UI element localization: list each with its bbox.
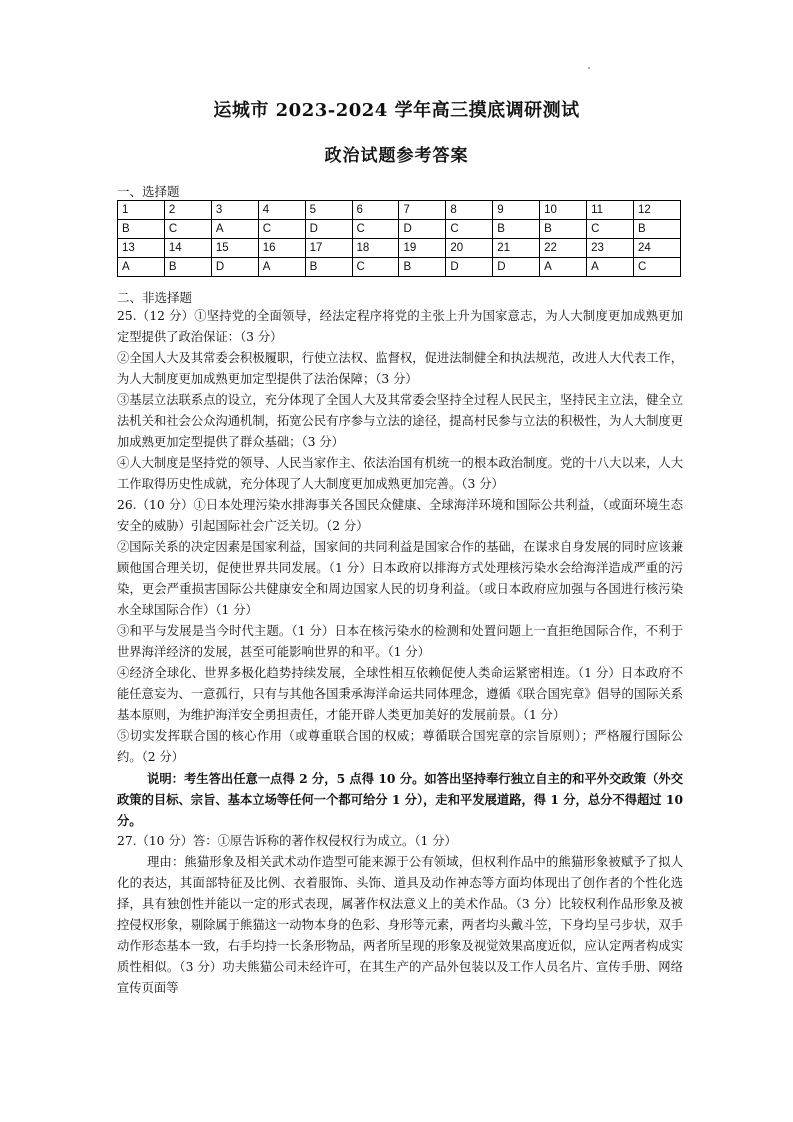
question-number-cell: 8 [446, 201, 493, 220]
question-number-cell: 7 [399, 201, 446, 220]
answer-key-row [118, 258, 681, 277]
answer-key-cell: A [258, 258, 305, 277]
question-number-row [118, 239, 681, 258]
question-number-cell: 23 [587, 239, 634, 258]
question-number-cell: 2 [164, 201, 211, 220]
question-number-cell: 18 [352, 239, 399, 258]
answer-key-cell: C [352, 220, 399, 239]
answer-key-cell: D [211, 258, 258, 277]
question-number-cell: 3 [211, 201, 258, 220]
question-number-cell: 14 [164, 239, 211, 258]
answer-paragraph: 27.（10 分）答：①原告诉称的著作权侵权行为成立。（1 分） [117, 834, 457, 848]
document-title: 运城市 2023-2024 学年高三摸底调研测试 [213, 100, 580, 121]
question-number-cell: 17 [305, 239, 352, 258]
answer-paragraph: ④人大制度是坚持党的领导、人民当家作主、依法治国有机统一的根本政治制度。党的十八大以来，人大工作取得历史性成就，充分体现了人大制度更加成熟更加完善。（3 分） [117, 456, 683, 491]
answer-paragraph: ③和平与发展是当今时代主题。（1 分）日本在核污染水的检测和处置问题上一直拒绝国际合作，不利于世界海洋经济的发展，甚至可能影响世界的和平。（1 分） [117, 624, 683, 659]
question-number-cell: 5 [305, 201, 352, 220]
question-number-row [118, 201, 681, 220]
answer-paragraph: ②国际关系的决定因素是国家利益，国家间的共同利益是国家合作的基础，在谋求自身发展的同时应该兼顾他国合理关切，促使世界共同发展。（1 分）日本政府以排海方式处理核污染水会给海洋造成严重的污染，更会严重损害国际公共健康安全和周边国家人民的切身利益。（或日本政府应加强与各国进行核污染水全球国际合作）（1 分） [117, 540, 683, 617]
section-heading-multiple-choice: 一、选择题 [117, 184, 180, 199]
answer-key-cell: C [446, 220, 493, 239]
question-number-cell: 11 [587, 201, 634, 220]
answer-key-cell: A [587, 258, 634, 277]
answer-paragraph: 26.（10 分）①日本处理污染水排海事关各国民众健康、全球海洋环境和国际公共利益，（或面环境生态安全的威胁）引起国际社会广泛关切。（2 分） [117, 498, 683, 533]
answer-paragraph: ③基层立法联系点的设立，充分体现了全国人大及其常委会坚持全过程人民民主，坚持民主立法，健全立法机关和社会公众沟通机制，拓宽公民有序参与立法的途径，提高村民参与立法的积极性，为人大制度更加成熟更加定型提供了群众基础；（3 分） [117, 393, 683, 449]
answer-key-cell: A [540, 258, 587, 277]
question-number-cell: 9 [493, 201, 540, 220]
answer-body [117, 306, 683, 999]
question-number-cell: 4 [258, 201, 305, 220]
answer-key-cell: C [587, 220, 634, 239]
question-number-cell: 21 [493, 239, 540, 258]
answer-key-cell: B [493, 220, 540, 239]
answer-paragraph: 25.（12 分）①坚持党的全面领导，经法定程序将党的主张上升为国家意志，为人大制度更加成熟更加定型提供了政治保证：（3 分） [117, 309, 683, 344]
answer-key-cell: C [258, 220, 305, 239]
scoring-note: 说明：考生答出任意一点得 2 分，5 点得 10 分。如答出坚持奉行独立自主的和平外交政策（外交政策的目标、宗旨、基本立场等任何一个都可给分 1 分），走和平发展道路，得 1 分，总分不得超过 10 分。 [117, 771, 683, 828]
question-number-cell: 19 [399, 239, 446, 258]
question-number-cell: 1 [118, 201, 165, 220]
scan-speck [588, 67, 590, 69]
answer-paragraph: ⑤切实发挥联合国的核心作用（或尊重联合国的权威；尊循联合国宪章的宗旨原则）；严格履行国际公约。（2 分） [117, 729, 683, 764]
question-number-cell: 22 [540, 239, 587, 258]
answer-key-cell: C [164, 220, 211, 239]
answer-key-cell: B [118, 220, 165, 239]
question-number-cell: 12 [633, 201, 680, 220]
question-number-cell: 16 [258, 239, 305, 258]
question-number-cell: 24 [633, 239, 680, 258]
answer-key-cell: B [633, 220, 680, 239]
answer-key-cell: B [164, 258, 211, 277]
answer-key-cell: C [633, 258, 680, 277]
answer-key-cell: B [540, 220, 587, 239]
answer-key-cell: A [118, 258, 165, 277]
answer-key-row [118, 220, 681, 239]
question-number-cell: 15 [211, 239, 258, 258]
question-number-cell: 10 [540, 201, 587, 220]
document-subtitle: 政治试题参考答案 [324, 146, 469, 166]
answer-key-cell: A [211, 220, 258, 239]
question-number-cell: 13 [118, 239, 165, 258]
answer-paragraph: ④经济全球化、世界多极化趋势持续发展，全球性相互依赖促使人类命运紧密相连。（1 分）日本政府不能任意妄为、一意孤行，只有与其他各国秉承海洋命运共同体理念，遵循《联合国宪章》倡导的国际关系基本原则，为维护海洋安全勇担责任，才能开辟人类更加美好的发展前景。（1 分） [117, 666, 683, 722]
answer-paragraph: 理由：熊猫形象及相关武术动作造型可能来源于公有领域，但权利作品中的熊猫形象被赋予了拟人化的表达，其面部特征及比例、衣着服饰、头饰、道具及动作神态等方面均体现出了创作者的个性化选择，具有独创性并能以一定的形式表现，属著作权法意义上的美术作品。（3 分）比较权利作品形象及被控侵权形象，剔除属于熊猫这一动物本身的色彩、身形等元素，两者均头戴斗笠，下身均呈弓步状，双手动作形态基本一致，右手均持一长条形物品，两者所呈现的形象及视觉效果高度近似，应认定两者构成实质性相似。（3 分）功夫熊猫公司未经许可，在其生产的产品外包装以及工作人员名片、宣传手册、网络宣传页面等 [117, 855, 683, 995]
answer-key-cell: D [399, 220, 446, 239]
section-heading-non-multiple-choice: 二、非选择题 [117, 290, 193, 305]
answer-key-cell: B [399, 258, 446, 277]
answer-key-cell: D [305, 220, 352, 239]
answer-key-cell: D [493, 258, 540, 277]
answer-key-cell: D [446, 258, 493, 277]
answer-paragraph: ②全国人大及其常委会积极履职，行使立法权、监督权，促进法制健全和执法规范，改进人大代表工作，为人大制度更加成熟更加定型提供了法治保障；（3 分） [117, 351, 683, 386]
question-number-cell: 6 [352, 201, 399, 220]
answer-table [117, 200, 681, 277]
answer-key-cell: B [305, 258, 352, 277]
answer-key-cell: C [352, 258, 399, 277]
question-number-cell: 20 [446, 239, 493, 258]
